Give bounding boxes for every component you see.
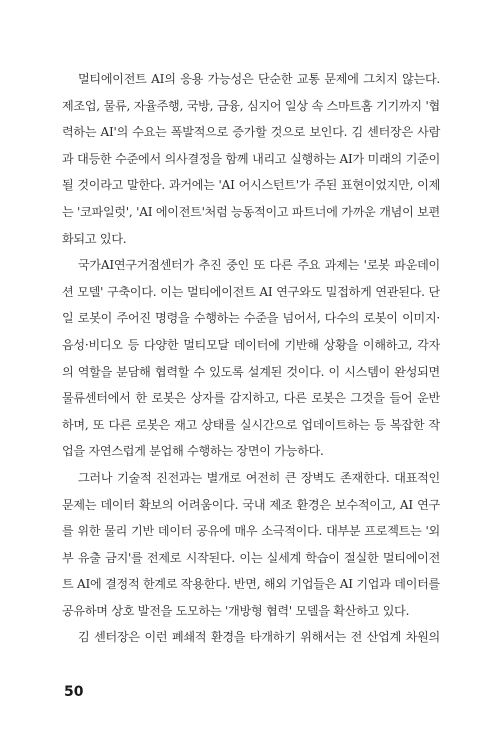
page-number: 50 <box>64 684 84 700</box>
text-line: 의 역할을 분담해 협력할 수 있도록 설계된 것이다. 이 시스템이 완성되면 <box>62 364 440 379</box>
text-line: 일 로봇이 주어진 명령을 수행하는 수준을 넘어서, 다수의 로봇이 이미지· <box>62 311 440 326</box>
text-line: 력하는 AI'의 수요는 폭발적으로 증가할 것으로 보인다. 김 센터장은 사람 <box>62 125 440 140</box>
page-body <box>62 66 440 651</box>
text-line: 그러나 기술적 진전과는 별개로 여전히 큰 장벽도 존재한다. 대표적인 <box>78 470 440 485</box>
text-line: 부 유출 금지'를 전제로 시작된다. 이는 실세계 학습이 절실한 멀티에이전 <box>62 550 440 565</box>
text-line: 션 모델' 구축이다. 이는 멀티에이전트 AI 연구와도 밀접하게 연관된다. 단 <box>62 284 440 299</box>
text-line: 국가AI연구거점센터가 추진 중인 또 다른 주요 과제는 '로봇 파운데이 <box>78 258 440 273</box>
text-line: 김 센터장은 이런 폐쇄적 환경을 타개하기 위해서는 전 산업계 차원의 <box>78 630 440 645</box>
text-line: 업을 자연스럽게 분업해 수행하는 장면이 가능하다. <box>62 444 324 459</box>
text-line: 를 위한 물리 기반 데이터 공유에 매우 소극적이다. 대부분 프로젝트는 '외 <box>62 524 440 539</box>
text-line: 트 AI에 결정적 한계로 작용한다. 반면, 해외 기업들은 AI 기업과 데이터를 <box>62 577 440 592</box>
text-line: 는 '코파일럿', 'AI 에이전트'처럼 능동적이고 파트너에 가까운 개념이 보편 <box>62 204 440 219</box>
text-line: 하며, 또 다른 로봇은 재고 상태를 실시간으로 업데이트하는 등 복잡한 작 <box>62 417 440 432</box>
text-line: 제조업, 물류, 자율주행, 국방, 금융, 심지어 일상 속 스마트홈 기기까지 '협 <box>62 98 440 113</box>
text-line: 공유하며 상호 발전을 도모하는 '개방형 협력' 모델을 확산하고 있다. <box>62 603 410 618</box>
text-line: 문제는 데이터 확보의 어려움이다. 국내 제조 환경은 보수적이고, AI 연구 <box>62 497 440 512</box>
text-line: 물류센터에서 한 로봇은 상자를 감지하고, 다른 로봇은 그것을 들어 운반 <box>62 391 440 406</box>
text-line: 될 것이라고 말한다. 과거에는 'AI 어시스턴트'가 주된 표현이었지만, 이제 <box>62 178 440 193</box>
text-line: 음성·비디오 등 다양한 멀티모달 데이터에 기반해 상황을 이해하고, 각자 <box>62 337 440 352</box>
text-line: 과 대등한 수준에서 의사결정을 함께 내리고 실행하는 AI가 미래의 기준이 <box>62 151 440 166</box>
text-line: 화되고 있다. <box>62 231 127 246</box>
text-line: 멀티에이전트 AI의 응용 가능성은 단순한 교통 문제에 그치지 않는다. <box>78 72 440 86</box>
